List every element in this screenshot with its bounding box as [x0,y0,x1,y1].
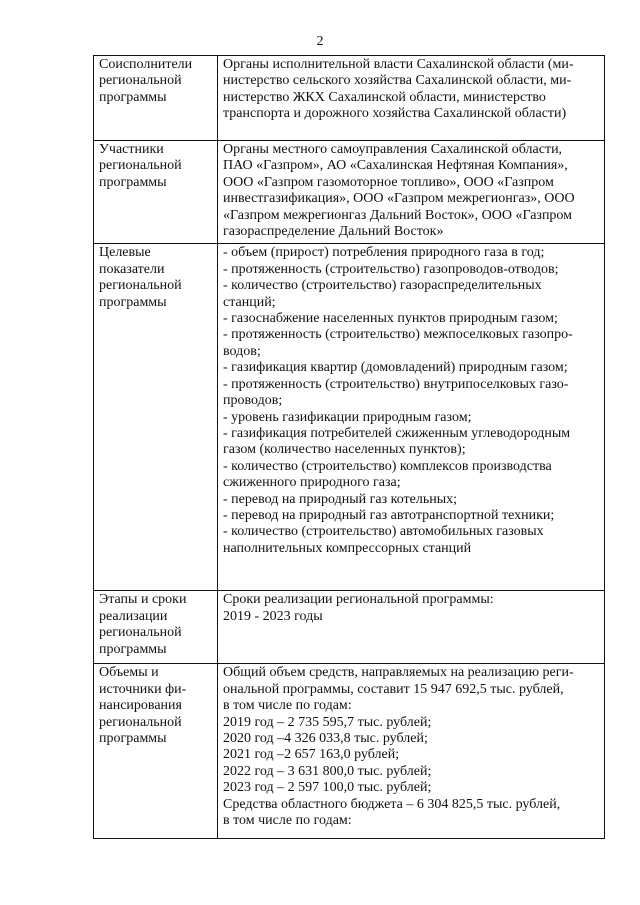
row-label-line: нансирования [99,698,182,714]
row-value-line: Средства областного бюджета – 6 304 825,5 тыс. рублей, [223,796,561,812]
row-label-line: Этапы и сроки [99,592,187,608]
row-value-line: - газоснабжение населенных пунктов природным газом; [223,311,558,327]
row-label-line: реализации [99,608,168,624]
row-value-line: - объем (прирост) потребления природного газа в год; [223,245,545,261]
row-value-participants [218,141,605,244]
row-value-co-executors [218,56,605,141]
row-label-line: региональной [99,625,182,641]
row-co-executors [94,56,605,141]
row-value-line: 2020 год –4 326 033,8 тыс. рублей; [223,731,428,747]
row-funding-sources [94,664,605,839]
row-value-line: 2022 год – 3 631 800,0 тыс. рублей; [223,763,432,779]
row-value-line: Общий объем средств, направляемых на реализацию реги- [223,665,574,681]
row-value-line: в том числе по годам: [223,813,352,829]
row-value-line: ПАО «Газпром», АО «Сахалинская Нефтяная Компания», [223,158,568,174]
row-label-funding-sources [94,664,218,839]
row-value-line: - количество (строительство) автомобильных газовых [223,524,544,540]
row-value-line: - газификация квартир (домовладений) природным газом; [223,360,568,376]
row-value-line: «Газпром межрегионгаз Дальний Восток», ООО «Газпром [223,207,573,223]
row-value-line: 2019 - 2023 годы [223,608,323,624]
row-label-line: региональной [99,158,182,174]
row-label-line: показатели [99,261,165,277]
row-label-stages-and-terms [94,591,218,664]
row-label-line: программы [99,641,167,657]
row-label-participants [94,141,218,244]
row-value-line: Органы исполнительной власти Сахалинской области (ми- [223,57,574,72]
row-value-line: - протяженность (строительство) межпоселковых газопро- [223,327,573,343]
row-label-line: региональной [99,278,182,294]
row-label-line: источники фи- [99,681,187,697]
row-value-line: нистерство ЖКХ Сахалинской области, министерство [223,89,546,105]
row-value-line: сжиженного природного газа; [223,475,401,491]
row-value-line: газораспределение Дальний Восток» [223,224,444,240]
row-value-line: - количество (строительство) комплексов производства [223,458,552,474]
row-value-line: 2021 год –2 657 163,0 рублей; [223,747,400,763]
row-value-line: 2023 год – 2 597 100,0 тыс. рублей; [223,780,432,796]
row-label-line: программы [99,294,167,310]
row-label-line: Участники [99,142,164,157]
row-value-line: ООО «Газпром газомоторное топливо», ООО «Газпром [223,174,554,190]
row-label-line: Объемы и [99,665,159,681]
row-target-indicators [94,244,605,591]
row-value-funding-sources [218,664,605,839]
row-value-line: - протяженность (строительство) газопроводов-отводов; [223,261,559,277]
row-label-line: Целевые [99,245,151,261]
row-value-line: - количество (строительство) газораспределительных [223,278,542,294]
passport-table-body [94,56,605,839]
row-value-line: Органы местного самоуправления Сахалинской области, [223,142,563,157]
row-value-line: проводов; [223,393,283,409]
row-value-target-indicators [218,244,605,591]
row-value-stages-and-terms [218,591,605,664]
row-value-line: - уровень газификации природным газом; [223,409,472,425]
row-value-line: газом (количество населенных пунктов); [223,442,466,458]
row-value-line: 2019 год – 2 735 595,7 тыс. рублей; [223,714,432,730]
row-label-co-executors [94,56,218,141]
row-value-line: водов; [223,343,261,359]
row-value-line: инвестгазификация», ООО «Газпром межрегионгаз», ООО [223,191,575,207]
row-value-line: - перевод на природный газ автотранспортной техники; [223,507,555,523]
row-value-line: Сроки реализации региональной программы: [223,592,494,608]
program-passport-table [93,55,605,839]
row-value-line: наполнительных компрессорных станций [223,540,472,556]
row-label-line: программы [99,731,167,747]
row-label-line: Соисполнители [99,57,193,72]
row-stages-and-terms [94,591,605,664]
row-label-line: программы [99,174,167,190]
row-value-line: - газификация потребителей сжиженным углеводородным [223,425,571,441]
row-value-line: транспорта и дорожного хозяйства Сахалинской области) [223,106,567,122]
row-participants [94,141,605,244]
row-label-target-indicators [94,244,218,591]
row-value-line: станций; [223,294,276,310]
page-number: 2 [316,34,324,49]
row-value-line: ональной программы, составит 15 947 692,5 тыс. рублей, [223,681,564,697]
row-label-line: региональной [99,73,182,89]
row-value-line: - перевод на природный газ котельных; [223,491,458,507]
row-value-line: в том числе по годам: [223,698,352,714]
row-label-line: программы [99,89,167,105]
row-value-line: нистерство сельского хозяйства Сахалинской области, ми- [223,73,572,89]
row-value-line: - протяженность (строительство) внутрипоселковых газо- [223,376,569,392]
row-label-line: региональной [99,714,182,730]
